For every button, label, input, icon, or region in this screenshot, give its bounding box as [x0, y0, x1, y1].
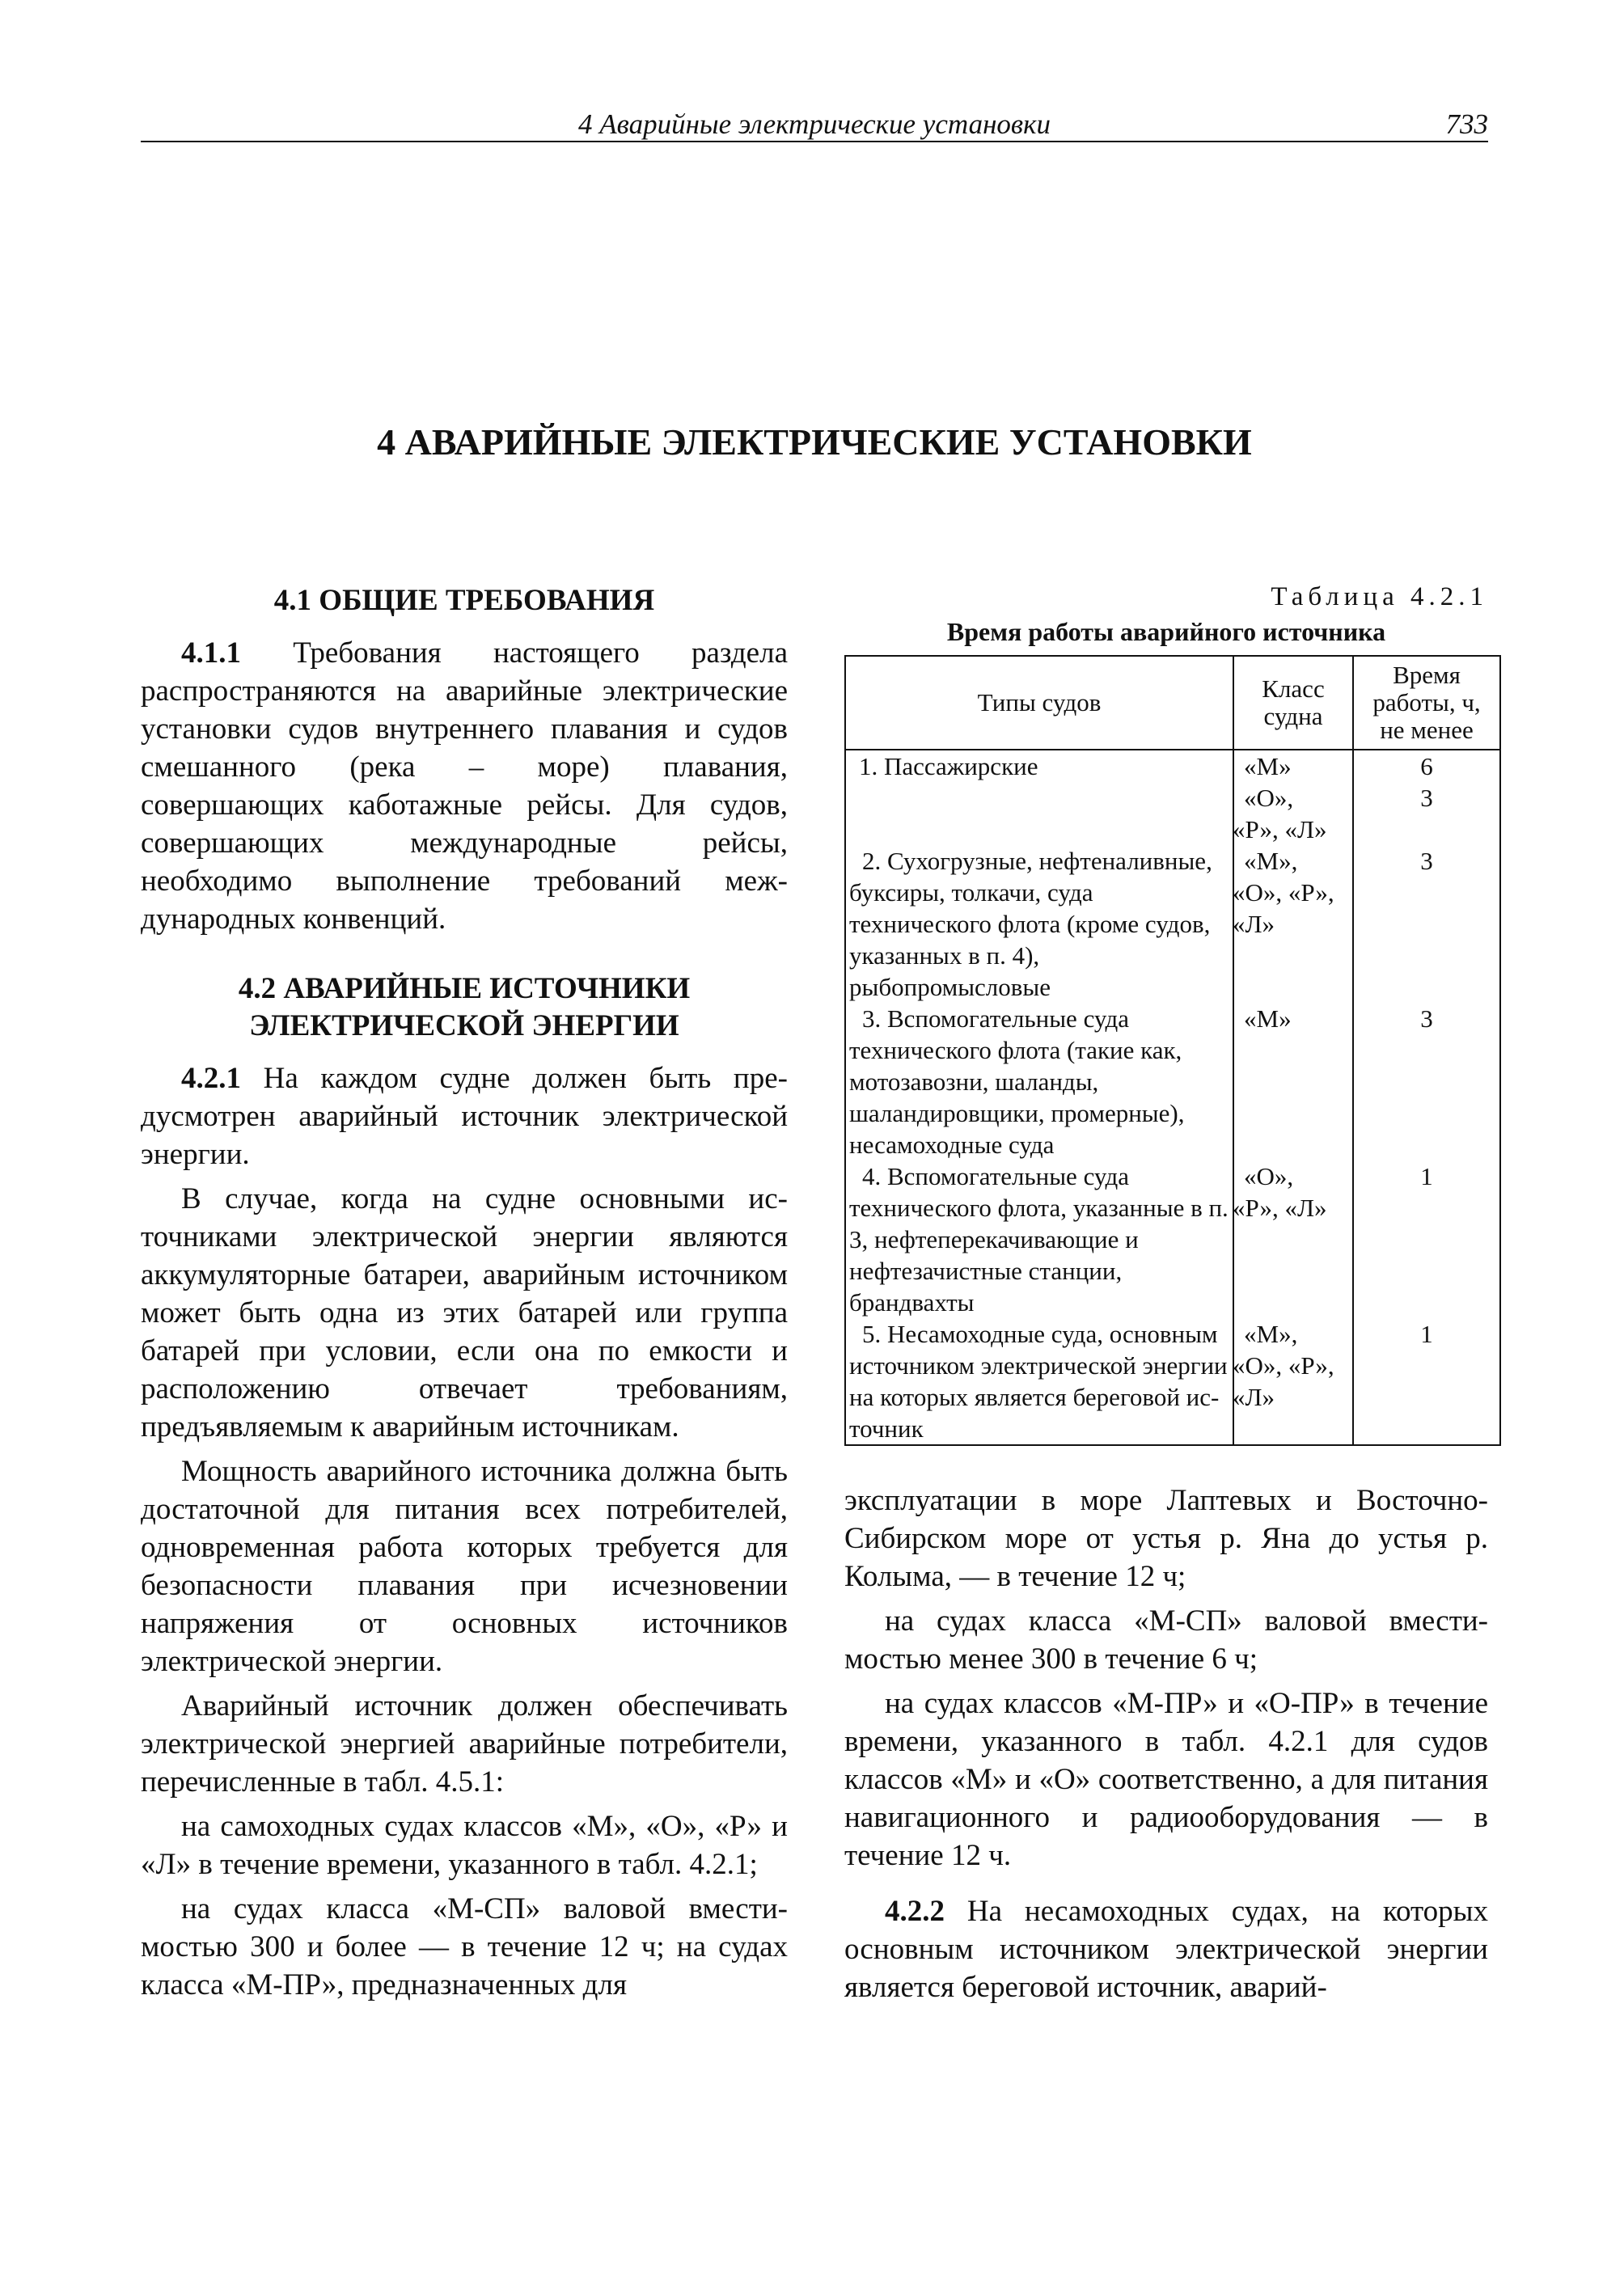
header-time-line3: не менее [1380, 716, 1474, 744]
class-value: «О», «Р», [1233, 1351, 1334, 1380]
cell-class [1233, 845, 1353, 1003]
right-column [844, 582, 1488, 2013]
paragraph-4-1-1 [141, 634, 788, 938]
header-class-line2: судна [1263, 702, 1323, 730]
table-row [845, 1003, 1500, 1160]
paragraph-number: 4.2.2 [885, 1895, 945, 1928]
section-4-2-heading-line2: ЭЛЕКТРИЧЕСКОЙ ЭНЕРГИИ [249, 1009, 679, 1042]
cell-type: 4. Вспомогательные суда технического флота, указанные в п. 3, нефтеперекачивающие и нефтезачистные станции, брандвахты [845, 1160, 1233, 1318]
time-value: 3 [1420, 847, 1433, 875]
class-value: «О», «Р», [1233, 878, 1334, 907]
paragraph-m-sp-300: на судах класса «М-СП» валовой вместимостью 300 и более — в течение 12 ч; на судах класса «М-ПР», предназначенных для [141, 1892, 788, 2001]
class-value: «О», [1244, 784, 1294, 812]
paragraph-text: На каждом судне должен быть предусмотрен аварийный источник электрической энергии. [141, 1062, 788, 1171]
left-column [141, 582, 788, 2010]
running-header [141, 104, 1488, 142]
table-row [845, 1318, 1500, 1445]
class-value: «Р», «Л» [1233, 1194, 1327, 1222]
table-row [845, 750, 1500, 845]
cell-type: 5. Несамоходные суда, основным источником электрической энергии на которых является береговой источник [845, 1318, 1233, 1445]
class-value: «Л» [1233, 1383, 1275, 1411]
cell-time [1353, 1160, 1500, 1318]
header-class-line1: Класс [1262, 674, 1325, 703]
paragraph-consumers: Аварийный источник должен обеспечивать электрической энергией аварийные потребители, перечисленные в табл. 4.5.1: [141, 1689, 788, 1799]
time-value: 1 [1420, 1162, 1433, 1190]
emergency-source-table [844, 655, 1501, 1446]
section-4-2-heading [141, 970, 788, 1045]
class-value: «М», [1244, 1320, 1298, 1348]
table-header-row [845, 656, 1500, 750]
running-title: 4 Аварийные электрические установки [577, 108, 1051, 140]
class-value: «Р», «Л» [1233, 815, 1327, 843]
cell-class [1233, 1160, 1353, 1318]
class-value: «О», [1244, 1162, 1294, 1190]
paragraph-self-propelled: на самоходных судах классов «М», «О», «Р» и «Л» в течение времени, указанного в табл. 4.2.1; [141, 1810, 788, 1881]
paragraph-number: 4.1.1 [181, 636, 241, 670]
cell-time [1353, 1318, 1500, 1445]
right-column-text [844, 1482, 1488, 2006]
header-time-line2: работы, ч, [1372, 688, 1481, 716]
cell-type: 3. Вспомогательные суда технического флота (такие как, мотозавозни, шаланды, шаландировщики, промерные), несамоходные суда [845, 1003, 1233, 1160]
class-value: «М» [1244, 1004, 1292, 1033]
class-value: «Л» [1233, 910, 1275, 938]
paragraph-text: На несамоходных судах, на которых основным источником электрической энергии является береговой источник, аварий- [844, 1895, 1488, 2004]
cell-type: 2. Сухогрузные, нефтеналивные, буксиры, толкачи, суда технического флота (кроме судов, указанных в п. 4), рыбопромысловые [845, 845, 1233, 1003]
paragraph-batteries: В случае, когда на судне основными источниками электрической энергии являются аккумуляторные батареи, аварийным источником может быть одна из этих батарей или группа батарей при условии, если она по емкости и расположению отвечает требованиям, предъявляемым к аварийным источникам. [141, 1182, 788, 1443]
paragraph-4-2-2 [844, 1892, 1488, 2006]
paragraph-m-pr-o-pr: на судах классов «М-ПР» и «О-ПР» в течение времени, указанного в табл. 4.2.1 для судов классов «М» и «О» соответственно, а для питания навигационного и радиооборудования — в течение 12 ч. [844, 1687, 1488, 1872]
paragraph-4-2-1 [141, 1059, 788, 1173]
cell-time [1353, 750, 1500, 845]
time-value: 1 [1420, 1320, 1433, 1348]
table-row [845, 845, 1500, 1003]
header-time-line1: Время [1393, 661, 1461, 689]
paragraph-m-sp-under-300: на судах класса «М-СП» валовой вместимостью менее 300 в течение 6 ч; [844, 1604, 1488, 1676]
section-4-1-heading: 4.1 ОБЩИЕ ТРЕБОВАНИЯ [273, 584, 655, 617]
time-value: 3 [1420, 1004, 1433, 1033]
cell-type: 1. Пассажирские [845, 750, 1233, 845]
header-vessel-class [1233, 656, 1353, 750]
cell-class [1233, 750, 1353, 845]
paragraph-laptev-sea: эксплуатации в море Лаптевых и Восточно-Сибирском море от устья р. Яна до устья р. Колыма, — в течение 12 ч; [844, 1484, 1488, 1593]
section-4-2-heading-line1: 4.2 АВАРИЙНЫЕ ИСТОЧНИКИ [238, 972, 691, 1005]
page-number: 733 [1445, 108, 1488, 140]
chapter-title: 4 АВАРИЙНЫЕ ЭЛЕКТРИЧЕСКИЕ УСТАНОВКИ [377, 421, 1252, 463]
paragraph-text: Требования настоящего раздела распространяются на аварийные электрические установки судов внутреннего плавания и судов смешанного (река – море) плавания, совершающих каботажные рейсы. Для судов, совершающих международные рейсы, необходимо выполнение требований международных конвенций. [141, 636, 788, 936]
table-label: Таблица 4.2.1 [1271, 582, 1488, 611]
class-value: «М», [1244, 847, 1298, 875]
header-operating-time [1353, 656, 1500, 750]
header-vessel-type: Типы судов [845, 656, 1233, 750]
time-value: 6 [1420, 752, 1433, 780]
cell-time [1353, 845, 1500, 1003]
cell-time [1353, 1003, 1500, 1160]
cell-class [1233, 1318, 1353, 1445]
class-value: «М» [1244, 752, 1292, 780]
table-caption: Время работы аварийного источника [946, 617, 1386, 646]
paragraph-number: 4.2.1 [181, 1062, 241, 1095]
paragraph-power: Мощность аварийного источника должна быть достаточной для питания всех потребителей, одновременная работа которых требуется для безопасности плавания при исчезновении напряжения от основных источников электрической энергии. [141, 1455, 788, 1678]
time-value: 3 [1420, 784, 1433, 812]
table-row [845, 1160, 1500, 1318]
cell-class [1233, 1003, 1353, 1160]
